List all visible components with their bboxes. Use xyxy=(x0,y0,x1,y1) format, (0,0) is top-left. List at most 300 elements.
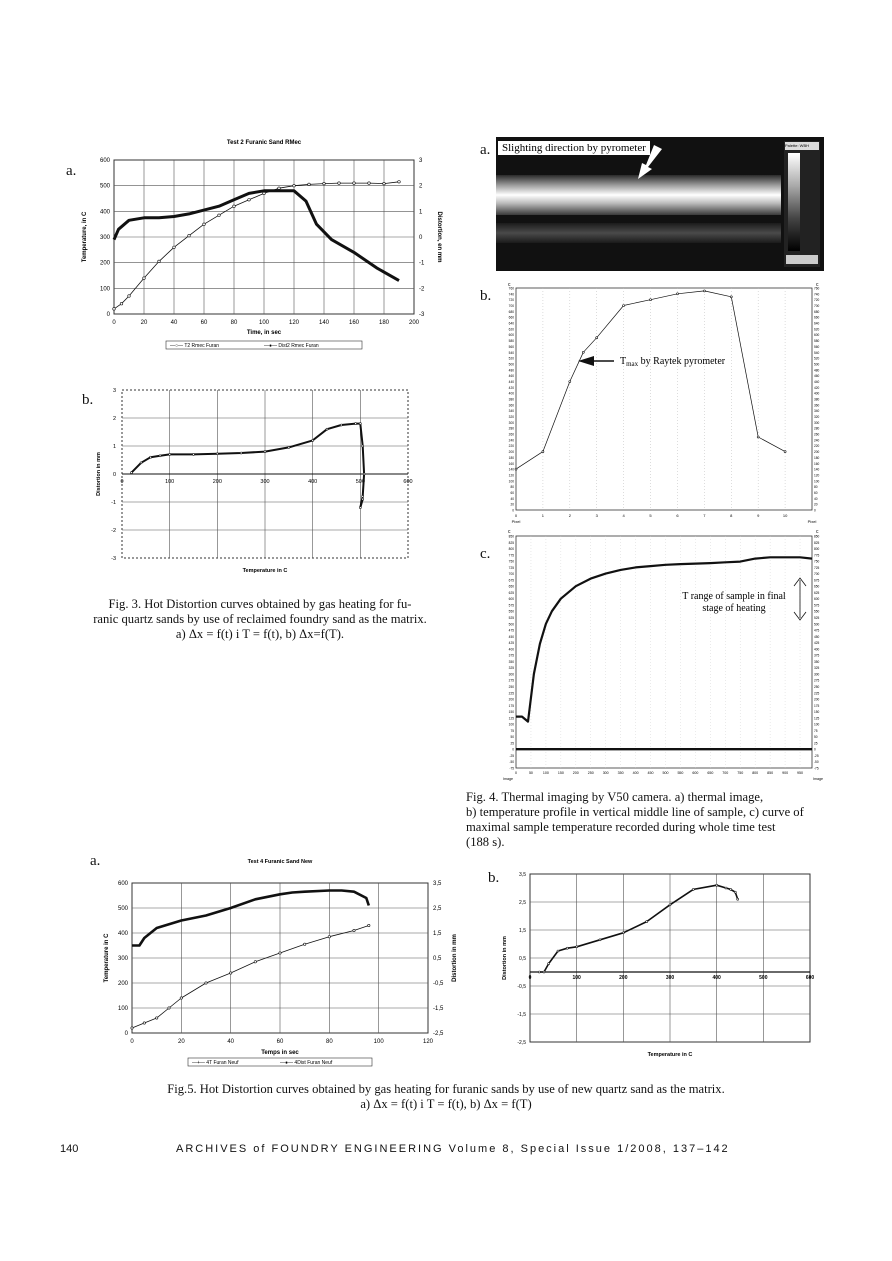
y-tick-label-right: 2 xyxy=(419,183,423,190)
series-temperature-profile-point xyxy=(596,337,598,339)
y-tick-label-right: 620 xyxy=(814,327,820,332)
x-tick-label: 400 xyxy=(712,975,721,981)
x-tick-label: 4 xyxy=(622,513,625,518)
series-temperature-point xyxy=(143,277,146,280)
y-tick-label-left: 560 xyxy=(508,344,514,349)
series-temperature-profile-point xyxy=(515,468,517,470)
y-tick-label-right: 520 xyxy=(814,356,820,361)
series-distortion-point xyxy=(362,495,364,497)
t-range-annotation-line2: stage of heating xyxy=(702,603,766,614)
y-tick-label-right: 120 xyxy=(814,473,820,478)
y-tick-label-left: 500 xyxy=(508,622,514,627)
x-tick-label: 50 xyxy=(528,771,533,775)
fig3-caption-line1: Fig. 3. Hot Distortion curves obtained by gas heating for fu- xyxy=(108,597,412,611)
x-tick-label: 8 xyxy=(730,513,733,518)
y-tick-label-left: 600 xyxy=(117,881,128,887)
fig5b-letter: b. xyxy=(488,870,500,886)
series-temperature-point xyxy=(383,182,386,185)
series-temperature-point xyxy=(173,246,176,249)
series-temperature-point xyxy=(128,295,131,298)
x-tick-label: 100 xyxy=(258,320,270,326)
y-tick-label-left: 500 xyxy=(117,906,128,912)
series-distortion-point xyxy=(734,891,736,893)
y-tick-label-right: 575 xyxy=(814,603,820,608)
y-tick-label-left: 525 xyxy=(508,616,514,621)
x-tick-label: 0 xyxy=(112,320,116,326)
arrow-down-icon xyxy=(634,145,664,181)
y-tick-label-left: 200 xyxy=(508,450,514,455)
x-tick-label: 650 xyxy=(707,771,714,775)
y-tick-label-right: -3 xyxy=(419,312,425,318)
y-tick-label-left: -75 xyxy=(509,766,514,771)
palette-buttons[interactable] xyxy=(786,255,818,264)
x-tick-label: 20 xyxy=(177,1039,185,1045)
y-tick-label-right: 400 xyxy=(814,391,820,396)
series-distortion-point xyxy=(288,446,290,448)
y-tick-label-left: 400 xyxy=(508,391,514,396)
y-tick-label-right: 500 xyxy=(814,362,820,367)
x-tick-label: 600 xyxy=(805,975,815,981)
y-tick-label-left: 600 xyxy=(508,333,514,338)
fig4-caption xyxy=(466,790,846,850)
y-tick-label-right: 100 xyxy=(814,479,820,484)
y-tick-label-left: 680 xyxy=(508,309,514,314)
x-tick-label: 5 xyxy=(649,513,652,518)
journal-line: ARCHIVES of FOUNDRY ENGINEERING Volume 8, Special Issue 1/2008, 137–142 xyxy=(176,1143,730,1155)
y-tick-label-right: 550 xyxy=(814,609,820,614)
y-tick-label: 2 xyxy=(112,416,116,422)
y-tick-label-right: -2 xyxy=(419,286,425,293)
y-tick-label-left: 200 xyxy=(117,981,128,987)
x-tick-label: 120 xyxy=(422,1039,434,1045)
series-temperature-point xyxy=(368,924,370,926)
x-tick-label: 0 xyxy=(515,771,517,775)
series-temperature-profile-point xyxy=(623,305,625,307)
y-tick-label-left: 100 xyxy=(99,286,110,293)
series-temperature-point xyxy=(113,308,116,311)
fig4-caption-line3: maximal sample temperature recorded during whole time test xyxy=(466,820,776,834)
y-tick-label-left: 400 xyxy=(508,647,514,652)
x-tick-label: 200 xyxy=(619,975,628,981)
y-tick-label-left: 300 xyxy=(117,956,128,962)
series-temperature-profile-point xyxy=(542,451,544,453)
series-distortion-point xyxy=(548,963,550,965)
series-temperature-point xyxy=(263,192,266,195)
y-tick-label-left: 720 xyxy=(508,298,514,303)
x-tick-label: 0 xyxy=(130,1039,134,1045)
series-distortion-point xyxy=(730,888,732,890)
y-tick-label-left: 275 xyxy=(508,678,514,683)
series-distortion-point xyxy=(692,888,694,890)
y-tick-label-right: -0,5 xyxy=(433,981,444,987)
x-tick-label: 450 xyxy=(647,771,654,775)
y-tick-label-left: 760 xyxy=(508,286,514,291)
y-tick-label-left: 480 xyxy=(508,368,514,373)
series-distortion-point xyxy=(737,898,739,900)
series-temperature-point xyxy=(278,187,281,190)
series-temperature-line xyxy=(132,926,369,1029)
y-tick-label-right: 240 xyxy=(814,438,820,443)
y-tick-label-left: 320 xyxy=(508,415,514,420)
y-tick-label-right: 660 xyxy=(814,315,820,320)
y-tick-label: 3 xyxy=(112,388,116,394)
y-tick-label-right: 0 xyxy=(419,235,423,241)
y-tick-label-right: 0 xyxy=(814,747,816,752)
fig5b-chart xyxy=(496,868,826,1064)
legend-entry-temperature: —○— T2 Rmec Furan xyxy=(170,343,220,349)
series-temperature-point xyxy=(143,1022,145,1024)
x-tick-label: 10 xyxy=(782,513,788,518)
y-tick-label-right: 50 xyxy=(814,735,818,740)
series-temperature-point xyxy=(120,302,123,305)
series-distortion-point xyxy=(566,947,568,949)
fig4a-letter: a. xyxy=(480,142,491,158)
y-tick-label-right: 3,5 xyxy=(433,881,442,887)
y-tick-label-right: -1,5 xyxy=(433,1006,444,1012)
y-tick-label-left: 520 xyxy=(508,356,514,361)
series-distortion-point xyxy=(576,946,578,948)
y-tick-label-left: 475 xyxy=(508,628,514,633)
y-tick-label-right: 680 xyxy=(814,309,820,314)
y-tick-label-left: 240 xyxy=(508,438,514,443)
y-tick-label-right: 600 xyxy=(814,333,820,338)
series-distortion-point xyxy=(140,462,142,464)
fig3-caption-line3: a) Δx = f(t) i T = f(t), b) Δx=f(T). xyxy=(175,627,345,641)
y-tick-label-left: 500 xyxy=(508,362,514,367)
x-tick-label: 180 xyxy=(378,320,390,326)
series-temperature-point xyxy=(353,929,355,931)
fig4-caption-line1: Fig. 4. Thermal imaging by V50 camera. a) thermal image, xyxy=(466,790,764,804)
series-temperature-profile-point xyxy=(582,351,584,353)
x-tick-label: 3 xyxy=(595,513,598,518)
fig4-caption-line4: (188 s). xyxy=(466,835,505,849)
y-tick-label-left: 100 xyxy=(117,1006,128,1012)
x-tick-label: 60 xyxy=(276,1039,284,1045)
x-axis-label-left: Pixel xyxy=(511,519,521,524)
y-tick-label-right: 440 xyxy=(814,379,820,384)
palette-title: Palette: WBH xyxy=(785,142,819,150)
x-tick-label: 500 xyxy=(759,975,768,981)
y-tick-label: -3 xyxy=(111,556,116,562)
series-temperature-point xyxy=(248,199,251,202)
x-tick-label: 500 xyxy=(355,479,365,485)
y-tick-label-right: 475 xyxy=(814,628,820,633)
y-tick-label-left: 0 xyxy=(512,508,514,513)
y-tick-label-right: 250 xyxy=(814,684,820,689)
y-tick-label-right: 360 xyxy=(814,403,820,408)
palette-gradient xyxy=(788,153,800,251)
x-tick-label: 100 xyxy=(165,479,175,485)
y-tick-label-right: 775 xyxy=(814,553,820,558)
y-tick-label-left: 460 xyxy=(508,374,514,379)
series-temperature-profile-point xyxy=(650,299,652,301)
series-temperature-point xyxy=(338,182,341,185)
fig4c-letter: c. xyxy=(480,546,491,562)
fig4b-chart xyxy=(496,278,828,526)
series-temperature-profile-point xyxy=(703,290,705,292)
y-axis-label-left: Temperature in C xyxy=(104,933,110,983)
y-tick-label-right: 175 xyxy=(814,703,820,708)
fig3-caption xyxy=(60,597,460,642)
series-temperature-point xyxy=(230,972,232,974)
series-distortion-point xyxy=(622,932,624,934)
y-tick-label-right: 100 xyxy=(814,722,820,727)
x-axis-label: Temperature in C xyxy=(242,568,288,574)
y-tick-label-left: 100 xyxy=(508,722,514,727)
page-number: 140 xyxy=(60,1143,79,1155)
x-tick-label: 150 xyxy=(557,771,564,775)
y-tick-label-left: 420 xyxy=(508,385,514,390)
y-tick-label-left: 825 xyxy=(508,540,514,545)
series-distortion-point xyxy=(646,921,648,923)
x-tick-label: 0 xyxy=(120,479,124,485)
y-tick-label-right: 675 xyxy=(814,578,820,583)
x-tick-label: 40 xyxy=(227,1039,235,1045)
series-temperature-point xyxy=(233,205,236,208)
y-tick-label-right: 220 xyxy=(814,444,820,449)
y-tick-label-left: 0 xyxy=(124,1031,128,1037)
y-tick-label-left: 160 xyxy=(508,461,514,466)
y-tick-label-right: 420 xyxy=(814,385,820,390)
y-tick-label-right: 380 xyxy=(814,397,820,402)
x-tick-label: 200 xyxy=(408,320,420,326)
x-tick-label: 80 xyxy=(325,1039,333,1045)
x-tick-label: 120 xyxy=(288,320,300,326)
y-tick-label-right: 2,5 xyxy=(433,906,442,912)
x-axis-label-left: Image xyxy=(503,777,513,781)
fig4b-letter: b. xyxy=(480,288,492,304)
y-tick-label-left: 725 xyxy=(508,565,514,570)
series-temperature-point xyxy=(304,943,306,945)
y-tick-label-right: 325 xyxy=(814,666,820,671)
x-tick-label: 900 xyxy=(782,771,789,775)
x-tick-label: 200 xyxy=(212,479,222,485)
x-tick-label: 100 xyxy=(373,1039,384,1045)
y-tick-label-left: 200 xyxy=(99,260,110,267)
y-tick-label-right: 350 xyxy=(814,659,820,664)
y-tick-label-left: 620 xyxy=(508,327,514,332)
series-distortion-point xyxy=(355,423,357,425)
series-distortion-point xyxy=(669,904,671,906)
series-temperature-point xyxy=(353,182,356,185)
y-tick-label: -2,5 xyxy=(517,1040,526,1046)
series-temperature-point xyxy=(158,260,161,263)
y-tick-label-left: -50 xyxy=(509,760,514,765)
y-tick-label-right: 525 xyxy=(814,616,820,621)
y-tick-label-right: 700 xyxy=(814,572,820,577)
series-distortion-point xyxy=(359,423,361,425)
plot-frame xyxy=(516,536,812,768)
fig5-caption-line1: Fig.5. Hot Distortion curves obtained by gas heating for furanic sands by use of new quartz sand as the matrix. xyxy=(167,1082,725,1096)
y-tick-label-right: 20 xyxy=(814,502,818,507)
y-tick-label: 0 xyxy=(112,472,116,478)
y-tick-label-right: 140 xyxy=(814,467,820,472)
y-tick-label-left: 20 xyxy=(510,502,514,507)
y-tick-label-right: 60 xyxy=(814,490,818,495)
y-tick-label-left: -25 xyxy=(509,753,514,758)
x-tick-label: 400 xyxy=(308,479,318,485)
y-tick-label-right: 725 xyxy=(814,565,820,570)
plot-frame xyxy=(516,288,812,510)
y-tick-label-left: 660 xyxy=(508,315,514,320)
series-distortion-point xyxy=(543,971,545,973)
series-distortion-point xyxy=(312,439,314,441)
y-tick-label-left: 140 xyxy=(508,467,514,472)
series-temperature-point xyxy=(180,997,182,999)
series-temperature-point xyxy=(398,181,401,184)
y-tick-label-right: 280 xyxy=(814,426,820,431)
thermal-palette xyxy=(784,141,820,267)
corner-label-right: c xyxy=(816,529,819,535)
series-temperature-profile-point xyxy=(784,451,786,453)
chart-title: Test 4 Furanic Sand New xyxy=(247,859,313,865)
series-distortion-point xyxy=(363,473,365,475)
legend-entry-temperature: —+— 4T Furan Neuf xyxy=(192,1060,239,1066)
x-tick-label: 800 xyxy=(752,771,759,775)
fig4c-chart xyxy=(496,524,828,784)
series-distortion-point xyxy=(557,950,559,952)
y-tick-label-left: 740 xyxy=(508,292,514,297)
y-tick-label-left: 700 xyxy=(508,304,514,309)
y-tick-label-left: 220 xyxy=(508,444,514,449)
series-distortion-point xyxy=(326,428,328,430)
y-tick-label-left: 125 xyxy=(508,716,514,721)
y-tick-label-left: 500 xyxy=(99,183,110,190)
series-temperature-point xyxy=(308,183,311,186)
y-tick-label-right: 340 xyxy=(814,409,820,414)
y-tick-label-right: 300 xyxy=(814,672,820,677)
y-tick-label-right: 160 xyxy=(814,461,820,466)
y-tick-label-right: 640 xyxy=(814,321,820,326)
y-tick-label-right: 750 xyxy=(814,559,820,564)
y-tick-label-right: 540 xyxy=(814,350,820,355)
y-tick-label-left: 625 xyxy=(508,590,514,595)
y-tick-label-left: 300 xyxy=(508,420,514,425)
y-tick-label-right: 425 xyxy=(814,641,820,646)
x-tick-label: 350 xyxy=(617,771,624,775)
series-temperature-profile-point xyxy=(757,436,759,438)
y-tick-label-right: 150 xyxy=(814,710,820,715)
series-distortion-point xyxy=(169,453,171,455)
y-tick-label: -1,5 xyxy=(517,1012,526,1018)
y-tick-label: -1 xyxy=(111,500,116,506)
x-tick-label: 100 xyxy=(542,771,549,775)
y-tick-label-right: 225 xyxy=(814,691,820,696)
x-tick-label: 600 xyxy=(692,771,699,775)
x-axis-label-right: Image xyxy=(813,777,823,781)
x-tick-label: 140 xyxy=(318,320,330,326)
x-tick-label: 80 xyxy=(230,320,238,326)
series-distortion-point xyxy=(216,453,218,455)
x-tick-label: 100 xyxy=(572,975,581,981)
legend-entry-distortion: —●— 4Dist Furan Neuf xyxy=(280,1060,333,1066)
y-tick-label-left: 75 xyxy=(510,728,514,733)
y-tick-label-right: 375 xyxy=(814,653,820,658)
y-tick-label-left: 675 xyxy=(508,578,514,583)
y-tick-label-left: 600 xyxy=(99,158,110,164)
y-tick-label-left: 600 xyxy=(508,597,514,602)
series-temperature-point xyxy=(203,223,206,226)
y-tick-label-left: 25 xyxy=(510,741,514,746)
y-tick-label-left: 280 xyxy=(508,426,514,431)
chart-title: Test 2 Furanic Sand RMec xyxy=(226,140,302,146)
y-tick-label-left: 375 xyxy=(508,653,514,658)
series-temperature-point xyxy=(293,184,296,187)
thermal-image xyxy=(496,137,824,271)
y-tick-label-left: 575 xyxy=(508,603,514,608)
y-tick-label-right: 1,5 xyxy=(433,931,442,937)
series-temperature-line xyxy=(114,182,399,309)
x-tick-label: 9 xyxy=(757,513,760,518)
x-tick-label: 300 xyxy=(260,479,270,485)
y-tick-label-left: 650 xyxy=(508,584,514,589)
x-tick-label: 6 xyxy=(676,513,679,518)
y-tick-label-right: -75 xyxy=(814,766,819,771)
y-tick-label-right: 0,5 xyxy=(433,956,442,962)
y-tick-label-right: 560 xyxy=(814,344,820,349)
x-tick-label: 40 xyxy=(170,320,178,326)
y-tick-label: 3,5 xyxy=(519,872,526,878)
y-tick-label-right: 1 xyxy=(419,209,423,216)
y-tick-label-right: 600 xyxy=(814,597,820,602)
y-tick-label-right: 480 xyxy=(814,368,820,373)
y-tick-label: 2,5 xyxy=(519,900,526,906)
fig5a-chart xyxy=(96,855,476,1073)
series-temperature-point xyxy=(131,1027,133,1029)
y-tick-label: 1,5 xyxy=(519,928,526,934)
x-tick-label: 0 xyxy=(514,513,518,518)
y-tick-label: 1 xyxy=(112,444,116,450)
y-tick-label-left: 850 xyxy=(508,534,514,539)
y-axis-label: Distortion in mm xyxy=(502,936,508,980)
y-axis-label-right: Distortion, en mm xyxy=(436,211,442,263)
series-temperature-profile-point xyxy=(677,293,679,295)
thermal-lower-band xyxy=(496,223,781,243)
y-tick-label-right: 75 xyxy=(814,728,818,733)
y-tick-label-right: 125 xyxy=(814,716,820,721)
x-tick-label: 0 xyxy=(528,975,532,981)
page-footer xyxy=(0,1143,892,1163)
series-distortion-point xyxy=(131,472,133,474)
fig3b-chart xyxy=(86,384,426,580)
y-tick-label-right: 625 xyxy=(814,590,820,595)
y-tick-label-left: 120 xyxy=(508,473,514,478)
series-distortion-line xyxy=(539,885,737,972)
y-tick-label-right: 850 xyxy=(814,534,820,539)
y-tick-label-left: 580 xyxy=(508,339,514,344)
series-distortion-point xyxy=(340,424,342,426)
fig3a-chart xyxy=(76,134,446,366)
y-tick-label-right: -1 xyxy=(419,260,425,267)
y-tick-label-left: 700 xyxy=(508,572,514,577)
x-tick-label: 160 xyxy=(348,320,360,326)
y-tick-label-left: 175 xyxy=(508,703,514,708)
series-distortion-point xyxy=(716,884,718,886)
x-tick-label: 550 xyxy=(677,771,684,775)
series-temperature-point xyxy=(328,936,330,938)
y-tick-label-right: 260 xyxy=(814,432,820,437)
y-tick-label-left: 750 xyxy=(508,559,514,564)
y-tick-label-left: 200 xyxy=(508,697,514,702)
y-tick-label-right: 80 xyxy=(814,485,818,490)
corner-label-left: c xyxy=(508,529,511,535)
y-tick-label-right: 180 xyxy=(814,455,820,460)
x-tick-label: 300 xyxy=(602,771,609,775)
y-axis-label-left: Temperature, in C xyxy=(82,211,88,263)
fig5-caption xyxy=(60,1082,832,1112)
y-tick-label-left: 380 xyxy=(508,397,514,402)
fig3a-letter: a. xyxy=(66,163,77,179)
